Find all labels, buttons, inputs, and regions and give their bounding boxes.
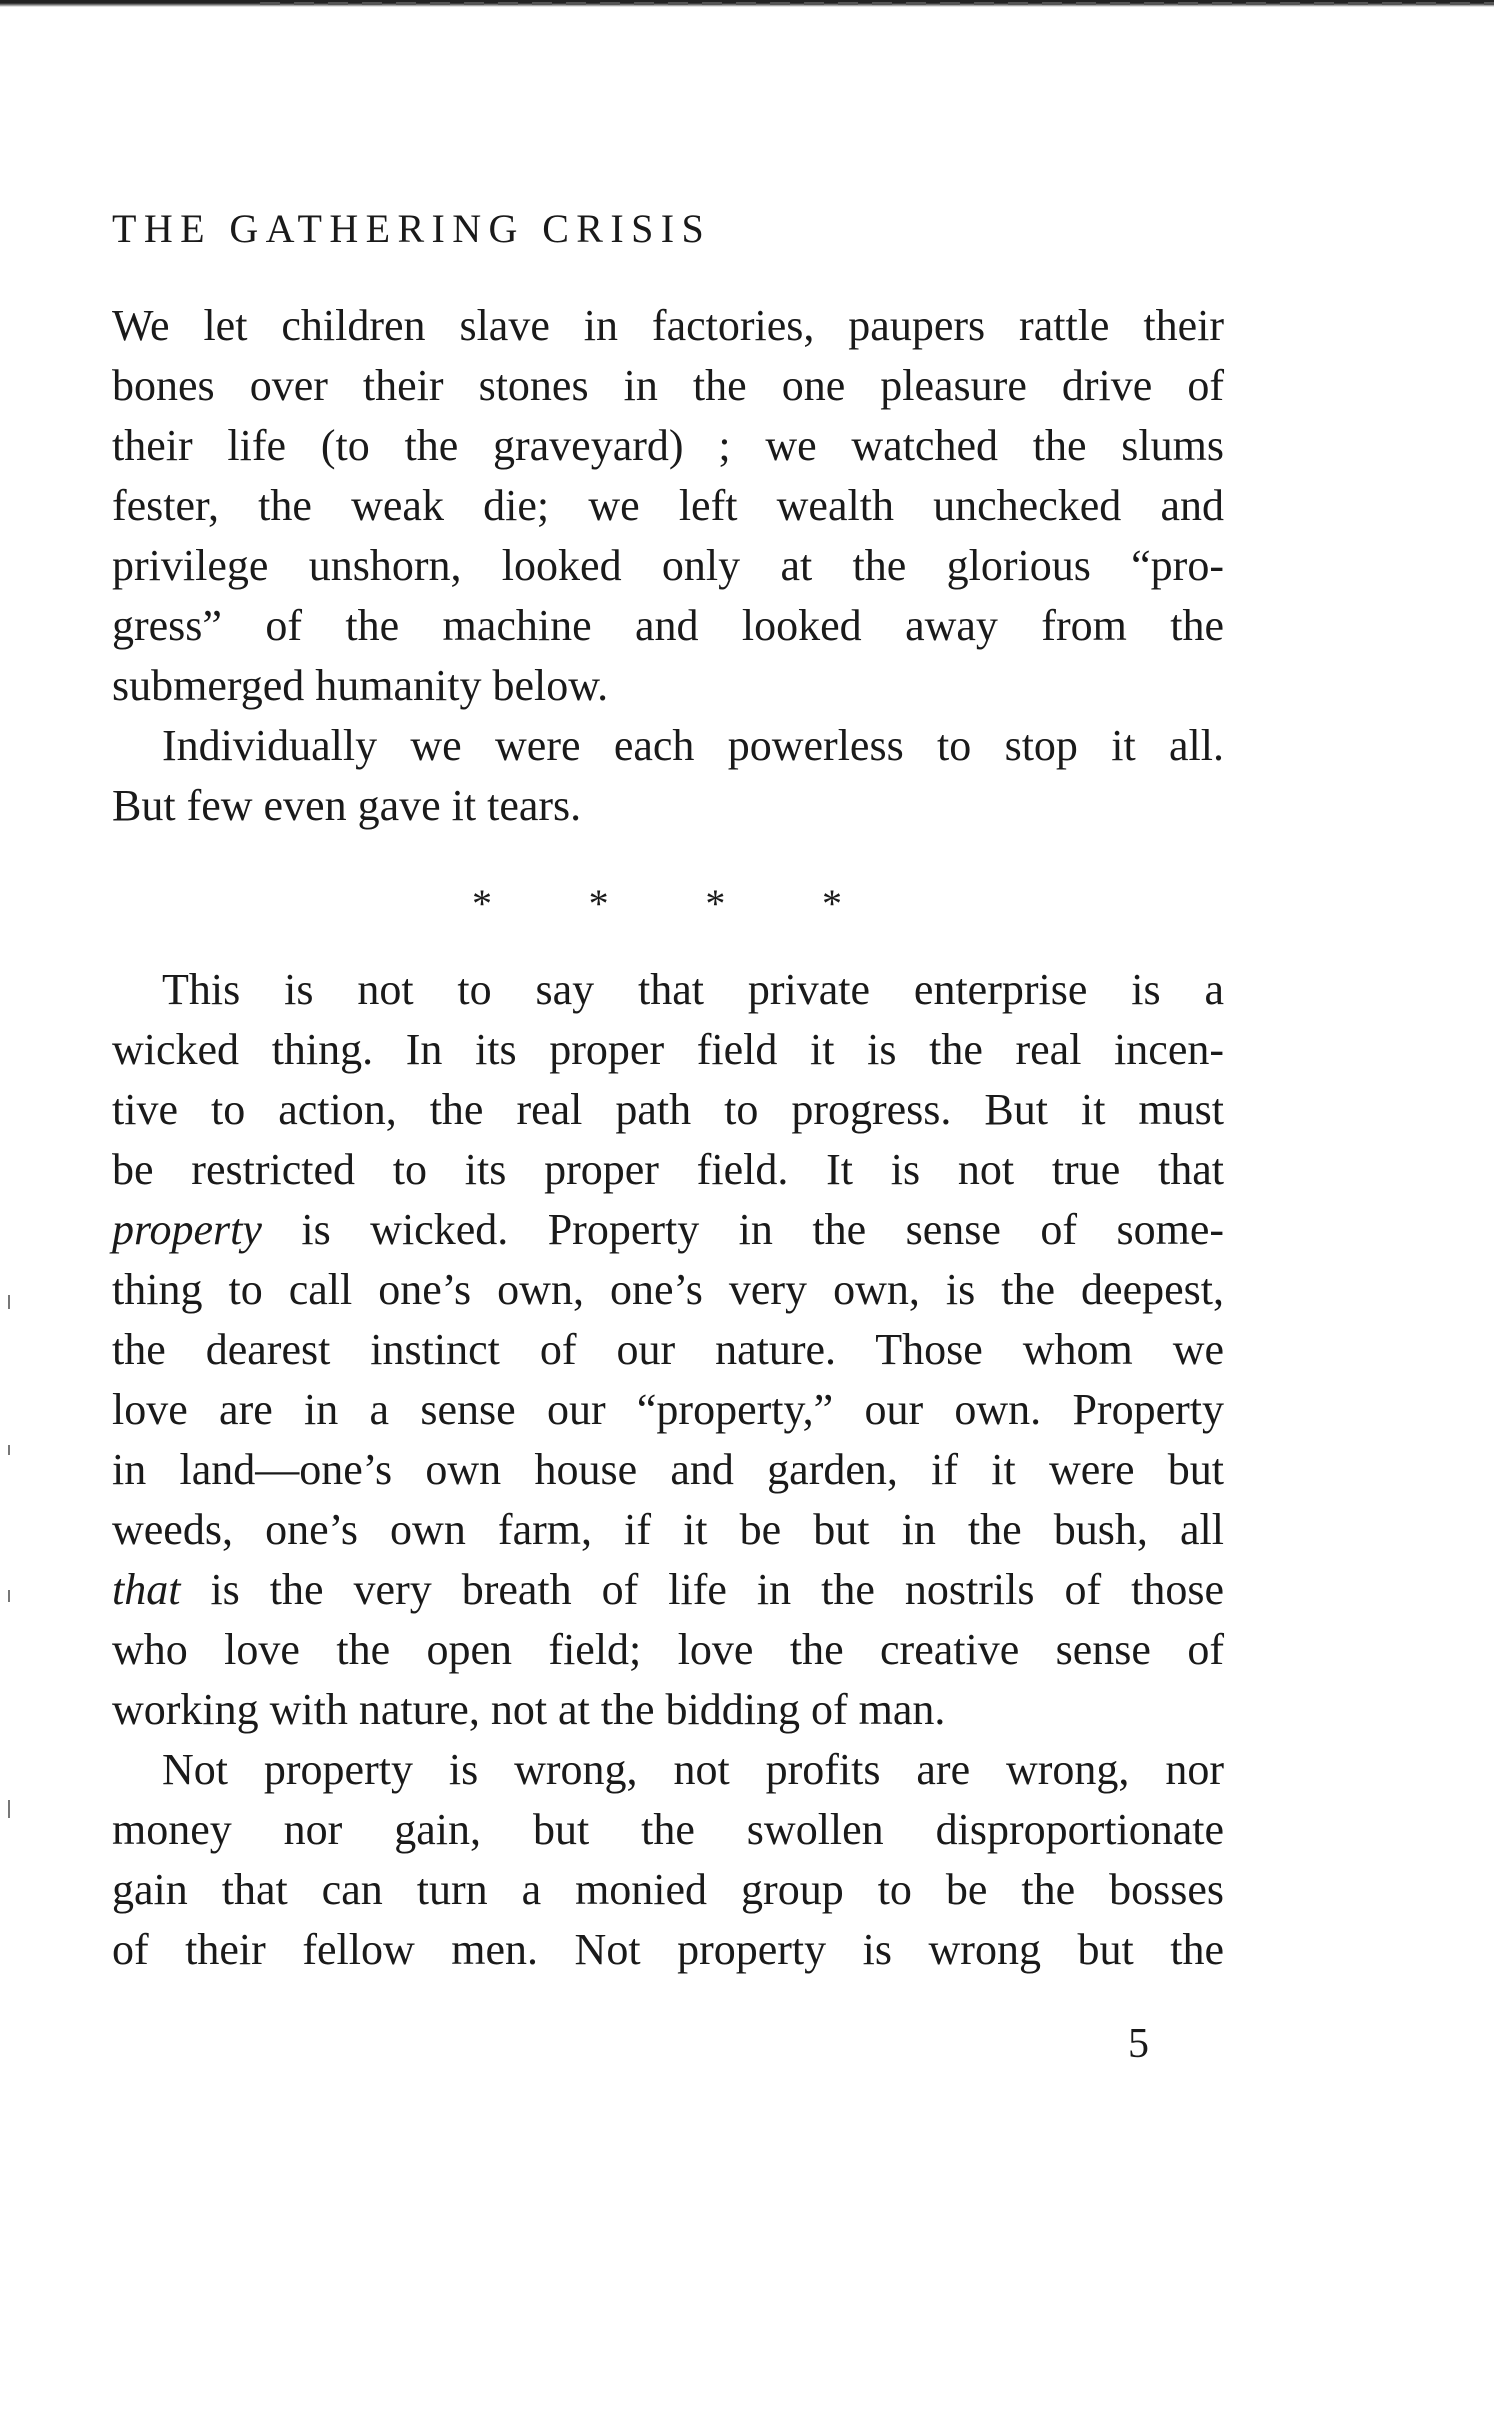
text-line: We let children slave in factories, paupers rattle their [112,301,1224,350]
text-line: gress” of the machine and looked away from the [112,601,1224,650]
text-line: of their fellow men. Not property is wrong but the [112,1925,1224,1974]
edge-speck [8,1445,10,1455]
text-line: in land—one’s own house and garden, if it were but [112,1445,1224,1494]
text-run: is wicked. Property in the sense of some- [261,1205,1224,1254]
italic-word: property [112,1205,262,1254]
text-line: fester, the weak die; we left wealth unchecked and [112,481,1224,530]
edge-speck [8,1800,10,1818]
text-line: who love the open field; love the creative sense of [112,1625,1224,1674]
text-line: weeds, one’s own farm, if it be but in the bush, all [112,1505,1224,1554]
text-line: their life (to the graveyard) ; we watched the slums [112,421,1224,470]
asterisk: * [588,881,609,926]
italic-word: that [112,1565,181,1614]
asterisk: * [705,881,726,926]
text-line: bones over their stones in the one pleasure drive of [112,361,1224,410]
text-line: tive to action, the real path to progress. But it must [112,1085,1224,1134]
section-break-ornament [472,880,842,927]
text-line: Individually we were each powerless to stop it all. [162,721,1224,770]
asterisk: * [472,881,492,926]
text-line: privilege unshorn, looked only at the glorious “pro- [112,541,1224,590]
text-line [112,1560,1224,1620]
text-line: But few even gave it tears. [112,781,582,830]
text-run: is the very breath of life in the nostrils of those [180,1565,1224,1614]
text-line: wicked thing. In its proper field it is the real incen- [112,1025,1224,1074]
edge-speck [8,1295,10,1309]
text-line: working with nature, not at the bidding of man. [112,1685,946,1734]
top-edge-rule [0,0,1494,7]
text-line: love are in a sense our “property,” our own. Property [112,1385,1224,1434]
text-line: money nor gain, but the swollen disproportionate [112,1805,1224,1854]
asterisk: * [821,881,842,926]
text-line: the dearest instinct of our nature. Those whom we [112,1325,1224,1374]
running-head: THE GATHERING CRISIS [112,206,712,251]
text-line: thing to call one’s own, one’s very own, is the deepest, [112,1265,1224,1314]
text-line: This is not to say that private enterprise is a [162,965,1224,1014]
text-line: be restricted to its proper field. It is not true that [112,1145,1224,1194]
edge-speck [8,1590,10,1602]
text-line [112,1200,1224,1260]
text-line: gain that can turn a monied group to be the bosses [112,1865,1224,1914]
text-line: submerged humanity below. [112,661,609,710]
page-number: 5 [1128,2021,1149,2067]
text-line: Not property is wrong, not profits are wrong, nor [162,1745,1224,1794]
